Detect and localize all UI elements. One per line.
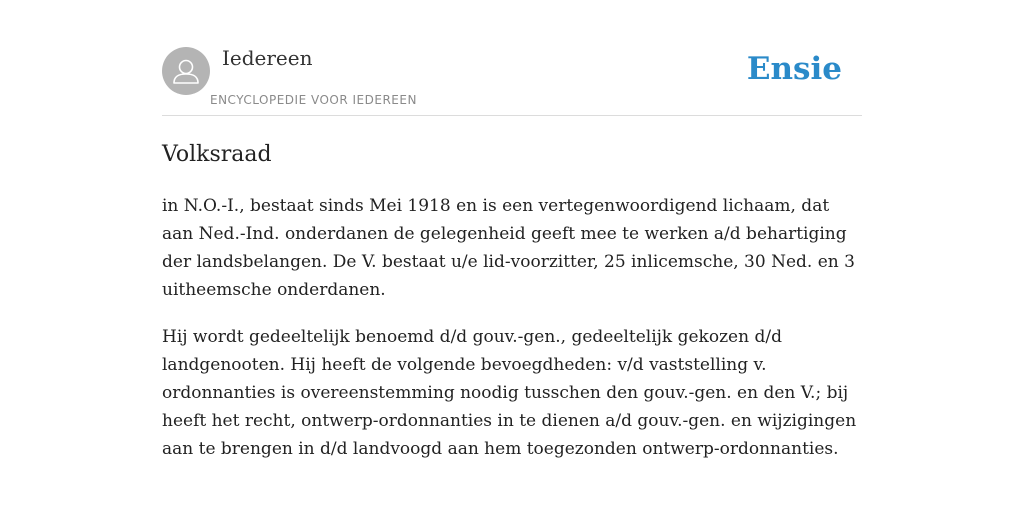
article	[162, 140, 862, 482]
article-paragraph: in N.O.-I., bestaat sinds Mei 1918 en is een vertegenwoordigend lichaam, dat aan Ned.-Ind. onderdanen de gelegenheid geeft mee te werken a/d behartiging der landsbelangen. De V. bestaat u/e lid-voorzitter, 25 inlicemsche, 30 Ned. en 3 uitheemsche onderdanen.	[162, 196, 855, 300]
brand-logo[interactable]: Ensie	[746, 51, 842, 87]
user-placeholder-icon	[162, 47, 210, 95]
avatar[interactable]	[162, 47, 210, 95]
site-tagline: ENCYCLOPEDIE VOOR IEDEREEN	[210, 93, 417, 107]
author-name[interactable]: Iedereen	[222, 46, 313, 70]
page-title: Volksraad	[162, 142, 272, 167]
article-paragraph: Hij wordt gedeeltelijk benoemd d/d gouv.-gen., gedeeltelijk gekozen d/d landgenooten. Hij heeft de volgende bevoegdheden: v/d vaststelling v. ordonnanties is overeenstemming noodig tusschen den gouv.-gen. en den V.; bij heeft het recht, ontwerp-ordonnanties in te dienen a/d gouv.-gen. en wijzigingen aan te brengen in d/d landvoogd aan hem toegezonden ontwerp-ordonnanties.	[162, 327, 857, 459]
site-header	[162, 44, 862, 116]
